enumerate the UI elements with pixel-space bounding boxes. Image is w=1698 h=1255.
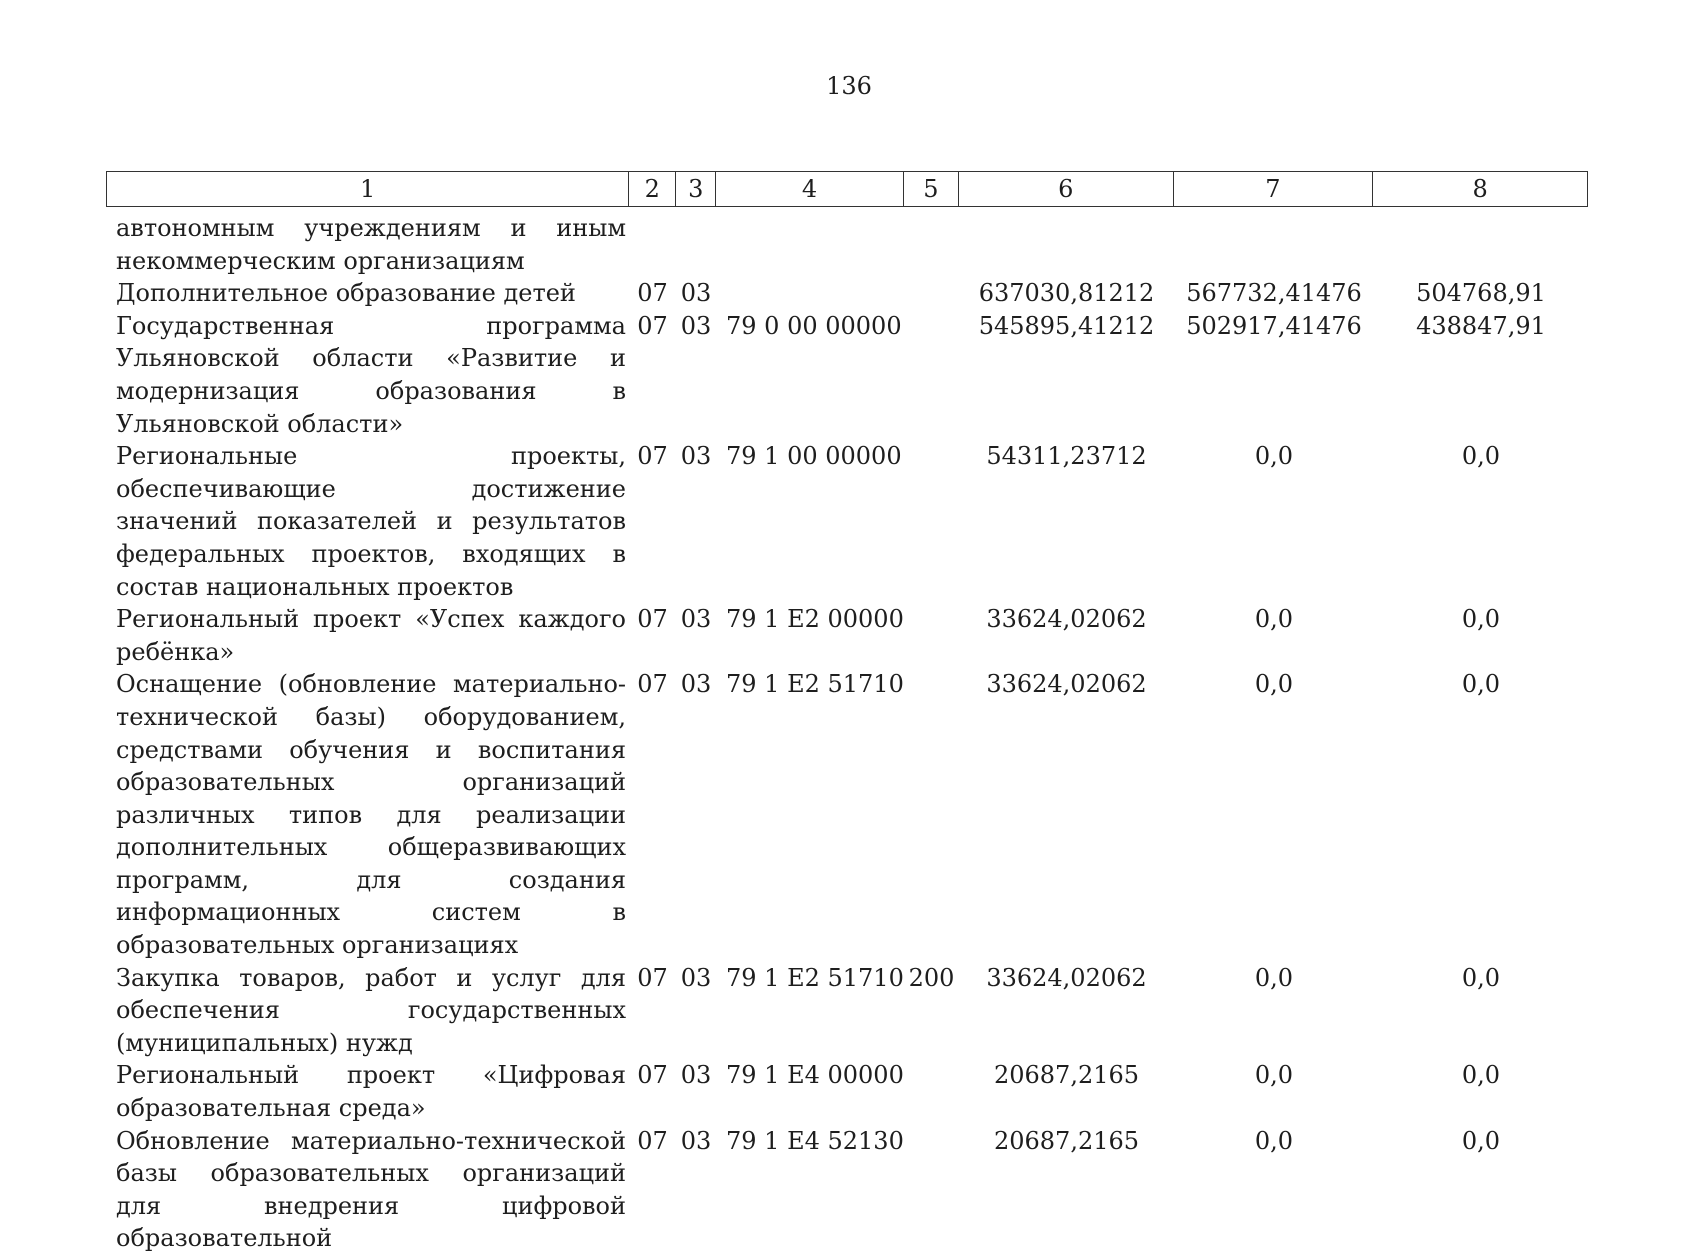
row-amount-col8: 0,0 [1461,1061,1501,1090]
row-section [629,212,676,277]
header-col-1: 1 [107,172,629,206]
row-amount-col6: 33624,02062 [986,670,1147,699]
page-number: 136 [826,72,872,100]
row-amount-col8: 438847,91 [1416,311,1546,340]
row-amount-col7: 502917,41476 [1186,311,1362,340]
header-col-3: 3 [676,172,716,206]
row-subsection: 03 [680,605,712,634]
row-name: Закупка товаров, работ и услуг для обеспечения государственных (муниципальных) нужд [116,963,626,1057]
row-name: Региональный проект «Цифровая образовательная среда» [116,1061,626,1123]
row-amount-col7: 0,0 [1254,963,1294,992]
row-amount-col7: 0,0 [1254,670,1294,699]
row-amount-col7: 0,0 [1254,1126,1294,1155]
row-expense-type [904,440,959,603]
row-target-article [716,277,904,310]
table-row [106,668,1588,961]
row-amount-col6: 637030,81212 [978,279,1155,308]
row-amount-col6: 54311,23712 [986,442,1147,471]
row-subsection [676,212,716,277]
row-name: Региональные проекты, обеспечивающие достижение значений показателей и результатов федеральных проектов, входящих в состав национальных проектов [116,442,626,601]
row-subsection: 03 [680,963,712,992]
row-amount-col6: 33624,02062 [986,605,1147,634]
row-target-article: 79 1 E4 52130 [726,1126,904,1155]
row-section: 07 [637,1061,668,1090]
row-section: 07 [637,442,668,471]
row-amount-col6: 20687,2165 [993,1126,1140,1155]
header-col-5: 5 [904,172,959,206]
row-expense-type [904,1125,959,1255]
row-section: 07 [637,605,668,634]
row-name: Государственная программа Ульяновской области «Развитие и модернизация образования в Ульяновской области» [116,311,626,438]
row-amount-col6: 33624,02062 [986,963,1147,992]
row-expense-type [904,668,959,961]
header-col-4: 4 [716,172,904,206]
row-target-article: 79 1 00 00000 [726,442,902,471]
row-amount-col7: 0,0 [1254,1061,1294,1090]
table-row [106,310,1588,440]
row-amount-col6: 20687,2165 [993,1061,1140,1090]
row-subsection: 03 [680,670,712,699]
row-section: 07 [637,963,668,992]
row-target-article: 79 1 E2 51710 [726,670,904,699]
table-row [106,277,1588,310]
row-amount-col8 [1374,212,1588,277]
table-header [106,171,1588,207]
row-expense-type: 200 [908,963,955,992]
row-amount-col8: 0,0 [1461,670,1501,699]
row-target-article: 79 0 00 00000 [726,311,902,340]
table-row [106,603,1588,668]
table-row [106,1059,1588,1124]
row-section: 07 [637,311,668,340]
row-name: автономным учреждениям и иным некоммерческим организациям [116,214,626,275]
row-amount-col8: 504768,91 [1416,279,1546,308]
row-name: Региональный проект «Успех каждого ребёнка» [116,605,626,666]
table-row [106,962,1588,1060]
row-amount-col7 [1174,212,1374,277]
row-amount-col7: 0,0 [1254,442,1294,471]
header-col-6: 6 [959,172,1174,206]
row-amount-col6: 545895,41212 [978,311,1155,340]
row-name: Дополнительное образование детей [116,279,576,308]
row-amount-col8: 0,0 [1461,442,1501,471]
row-target-article [716,212,904,277]
row-target-article: 79 1 E2 51710 [726,963,904,992]
row-name: Обновление материально-технической базы образовательных организаций для внедрения цифровой образовательной [116,1126,626,1253]
row-expense-type [904,277,959,310]
row-expense-type [904,603,959,668]
row-subsection: 03 [680,1061,712,1090]
table-row [106,212,1588,277]
header-col-7: 7 [1174,172,1374,206]
row-subsection: 03 [680,1126,712,1155]
row-expense-type [904,212,959,277]
table-body [106,212,1588,1255]
row-amount-col7: 0,0 [1254,605,1294,634]
table-row [106,440,1588,603]
row-subsection: 03 [680,311,712,340]
table-row [106,1125,1588,1255]
row-name: Оснащение (обновление материально-технической базы) оборудованием, средствами обучения и воспитания образовательных организаций различных типов для реализации дополнительных общеразвивающих программ, для создания информационных систем в образовательных организациях [116,670,626,960]
header-col-2: 2 [629,172,676,206]
row-amount-col8: 0,0 [1461,605,1501,634]
row-expense-type [904,310,959,440]
row-amount-col6 [959,212,1174,277]
row-subsection: 03 [680,279,712,308]
row-target-article: 79 1 E2 00000 [726,605,904,634]
row-section: 07 [637,1126,668,1155]
row-subsection: 03 [680,442,712,471]
header-col-8: 8 [1472,175,1488,203]
row-section: 07 [637,279,668,308]
row-target-article: 79 1 E4 00000 [726,1061,904,1090]
row-amount-col8: 0,0 [1461,963,1501,992]
row-amount-col8: 0,0 [1461,1126,1501,1155]
row-section: 07 [637,670,668,699]
row-expense-type [904,1059,959,1124]
row-amount-col7: 567732,41476 [1186,279,1362,308]
